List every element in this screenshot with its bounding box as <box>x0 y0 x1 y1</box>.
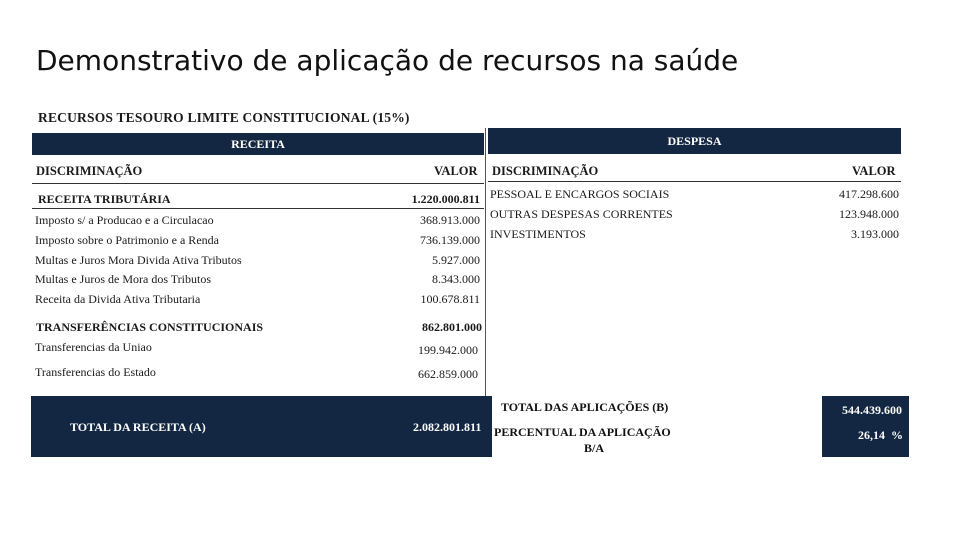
percentual-label: PERCENTUAL DA APLICAÇÃO <box>494 425 671 439</box>
receita-item-value: 662.859.000 <box>418 367 478 381</box>
receita-header-rule <box>32 183 484 184</box>
column-divider <box>485 128 486 396</box>
despesa-item-value: 417.298.600 <box>839 187 899 201</box>
percentual-value: 26,14 % <box>858 428 903 442</box>
receita-header: RECEITA <box>32 133 484 155</box>
total-aplicacoes-label: TOTAL DAS APLICAÇÕES (B) <box>501 400 669 414</box>
receita-item-label: Transferencias da Uniao <box>35 340 152 354</box>
despesa-item-value: 3.193.000 <box>851 227 899 241</box>
despesa-item-label: OUTRAS DESPESAS CORRENTES <box>490 207 673 221</box>
receita-tributaria-value: 1.220.000.811 <box>411 192 480 206</box>
receita-tributaria-label: RECEITA TRIBUTÁRIA <box>38 192 171 206</box>
despesa-item-value: 123.948.000 <box>839 207 899 221</box>
receita-item-value: 199.942.000 <box>418 343 478 357</box>
receita-item-value: 368.913.000 <box>420 213 480 227</box>
despesa-col-valor: VALOR <box>852 164 896 178</box>
table-subtitle: RECURSOS TESOURO LIMITE CONSTITUCIONAL (15%) <box>38 110 410 125</box>
receita-item-label: Multas e Juros de Mora dos Tributos <box>35 272 212 286</box>
receita-transferencias-label: TRANSFERÊNCIAS CONSTITUCIONAIS <box>36 320 264 334</box>
receita-item-label: Multas e Juros Mora Divida Ativa Tributos <box>35 253 242 267</box>
despesa-item-label: INVESTIMENTOS <box>490 227 586 241</box>
receita-item-value: 5.927.000 <box>432 253 480 267</box>
receita-item-value: 8.343.000 <box>432 272 480 286</box>
despesa-item-label: PESSOAL E ENCARGOS SOCIAIS <box>490 187 670 201</box>
receita-tributaria-rule <box>32 208 484 209</box>
page-title: Demonstrativo de aplicação de recursos na saúde <box>36 44 739 77</box>
receita-col-valor: VALOR <box>434 164 478 178</box>
despesa-header-rule <box>488 181 901 182</box>
percentual-sub: B/A <box>584 441 605 455</box>
total-receita-value: 2.082.801.811 <box>413 420 482 434</box>
receita-item-value: 100.678.811 <box>420 292 480 306</box>
receita-item-label: Transferencias do Estado <box>35 365 156 379</box>
receita-item-label: Receita da Divida Ativa Tributaria <box>35 292 201 306</box>
receita-transferencias-value: 862.801.000 <box>422 320 482 334</box>
receita-item-label: Imposto s/ a Producao e a Circulacao <box>35 213 214 227</box>
receita-item-label: Imposto sobre o Patrimonio e a Renda <box>35 233 219 247</box>
despesa-col-discriminacao: DISCRIMINAÇÃO <box>492 164 599 178</box>
total-receita-label: TOTAL DA RECEITA (A) <box>70 420 206 434</box>
receita-col-discriminacao: DISCRIMINAÇÃO <box>36 164 143 178</box>
despesa-header: DESPESA <box>488 128 901 154</box>
receita-item-value: 736.139.000 <box>420 233 480 247</box>
total-aplicacoes-value: 544.439.600 <box>842 403 902 417</box>
